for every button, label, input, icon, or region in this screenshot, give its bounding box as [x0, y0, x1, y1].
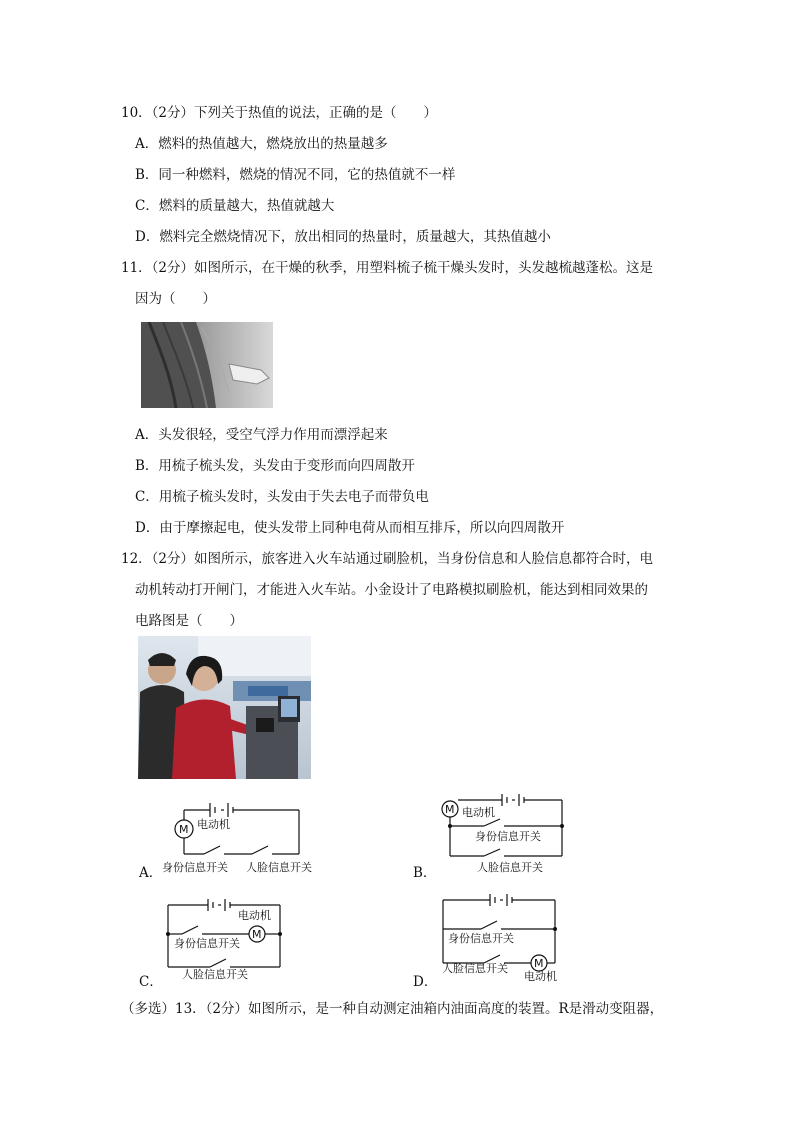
- motor-symbol: M: [534, 957, 544, 970]
- motor-label: 电动机: [462, 806, 495, 819]
- q11-stem-line1: 11．（2分）如图所示，在干燥的秋季，用塑料梳子梳干燥头发时，头发越梳越蓬松。这是: [121, 260, 654, 276]
- face-scan-gate-photo: [138, 636, 311, 779]
- q11-option-d: D．由于摩擦起电，使头发带上同种电荷从而相互排斥，所以向四周散开: [135, 520, 565, 536]
- option-d-letter: D．: [413, 974, 438, 990]
- id-switch-label: 身份信息开关: [162, 861, 228, 874]
- q12-stem-line3: 电路图是（ ）: [135, 613, 243, 629]
- circuit-diagram-a: [160, 798, 335, 880]
- circuit-diagram-b: [434, 792, 574, 878]
- q11-option-b: B．用梳子梳头发，头发由于变形而向四周散开: [135, 458, 415, 474]
- face-switch-label: 人脸信息开关: [246, 861, 312, 874]
- id-switch-label: 身份信息开关: [448, 932, 514, 945]
- face-switch-label: 人脸信息开关: [442, 962, 508, 975]
- q11-option-c: C．用梳子梳头发时，头发由于失去电子而带负电: [135, 489, 429, 505]
- face-switch-label: 人脸信息开关: [182, 968, 248, 981]
- motor-symbol: M: [179, 823, 189, 836]
- q10-option-a: A．燃料的热值越大，燃烧放出的热量越多: [135, 136, 388, 152]
- q12-stem-line1: 12．（2分）如图所示，旅客进入火车站通过刷脸机，当身份信息和人脸信息都符合时，电: [121, 551, 654, 567]
- option-c-letter: C．: [139, 974, 163, 990]
- q10-stem: 10．（2分）下列关于热值的说法，正确的是（ ）: [121, 105, 438, 121]
- q10-option-b: B．同一种燃料，燃烧的情况不同，它的热值就不一样: [135, 167, 456, 183]
- motor-label: 电动机: [524, 970, 557, 983]
- q13-stem: （多选）13．（2分）如图所示，是一种自动测定油箱内油面高度的装置。R是滑动变阻器，: [121, 1001, 664, 1017]
- circuit-diagram-d: [434, 888, 574, 984]
- q10-option-d: D．燃料完全燃烧情况下，放出相同的热量时，质量越大，其热值越小: [135, 229, 551, 245]
- circuit-diagram-c: [160, 893, 290, 983]
- hair-comb-photo: [141, 322, 273, 408]
- id-switch-label: 身份信息开关: [475, 830, 541, 843]
- q11-option-a: A．头发很轻，受空气浮力作用而漂浮起来: [135, 427, 388, 443]
- q11-stem-line2: 因为（ ）: [135, 291, 216, 307]
- q10-option-c: C．燃料的质量越大，热值就越大: [135, 198, 335, 214]
- q12-stem-line2: 动机转动打开闸门，才能进入火车站。小金设计了电路模拟刷脸机，能达到相同效果的: [135, 582, 648, 598]
- motor-symbol: M: [252, 928, 262, 941]
- motor-label: 电动机: [238, 909, 271, 922]
- motor-label: 电动机: [197, 818, 230, 831]
- face-switch-label: 人脸信息开关: [477, 861, 543, 874]
- id-switch-label: 身份信息开关: [174, 937, 240, 950]
- option-b-letter: B．: [413, 865, 437, 881]
- option-a-letter: A．: [139, 865, 163, 881]
- motor-symbol: M: [445, 803, 455, 816]
